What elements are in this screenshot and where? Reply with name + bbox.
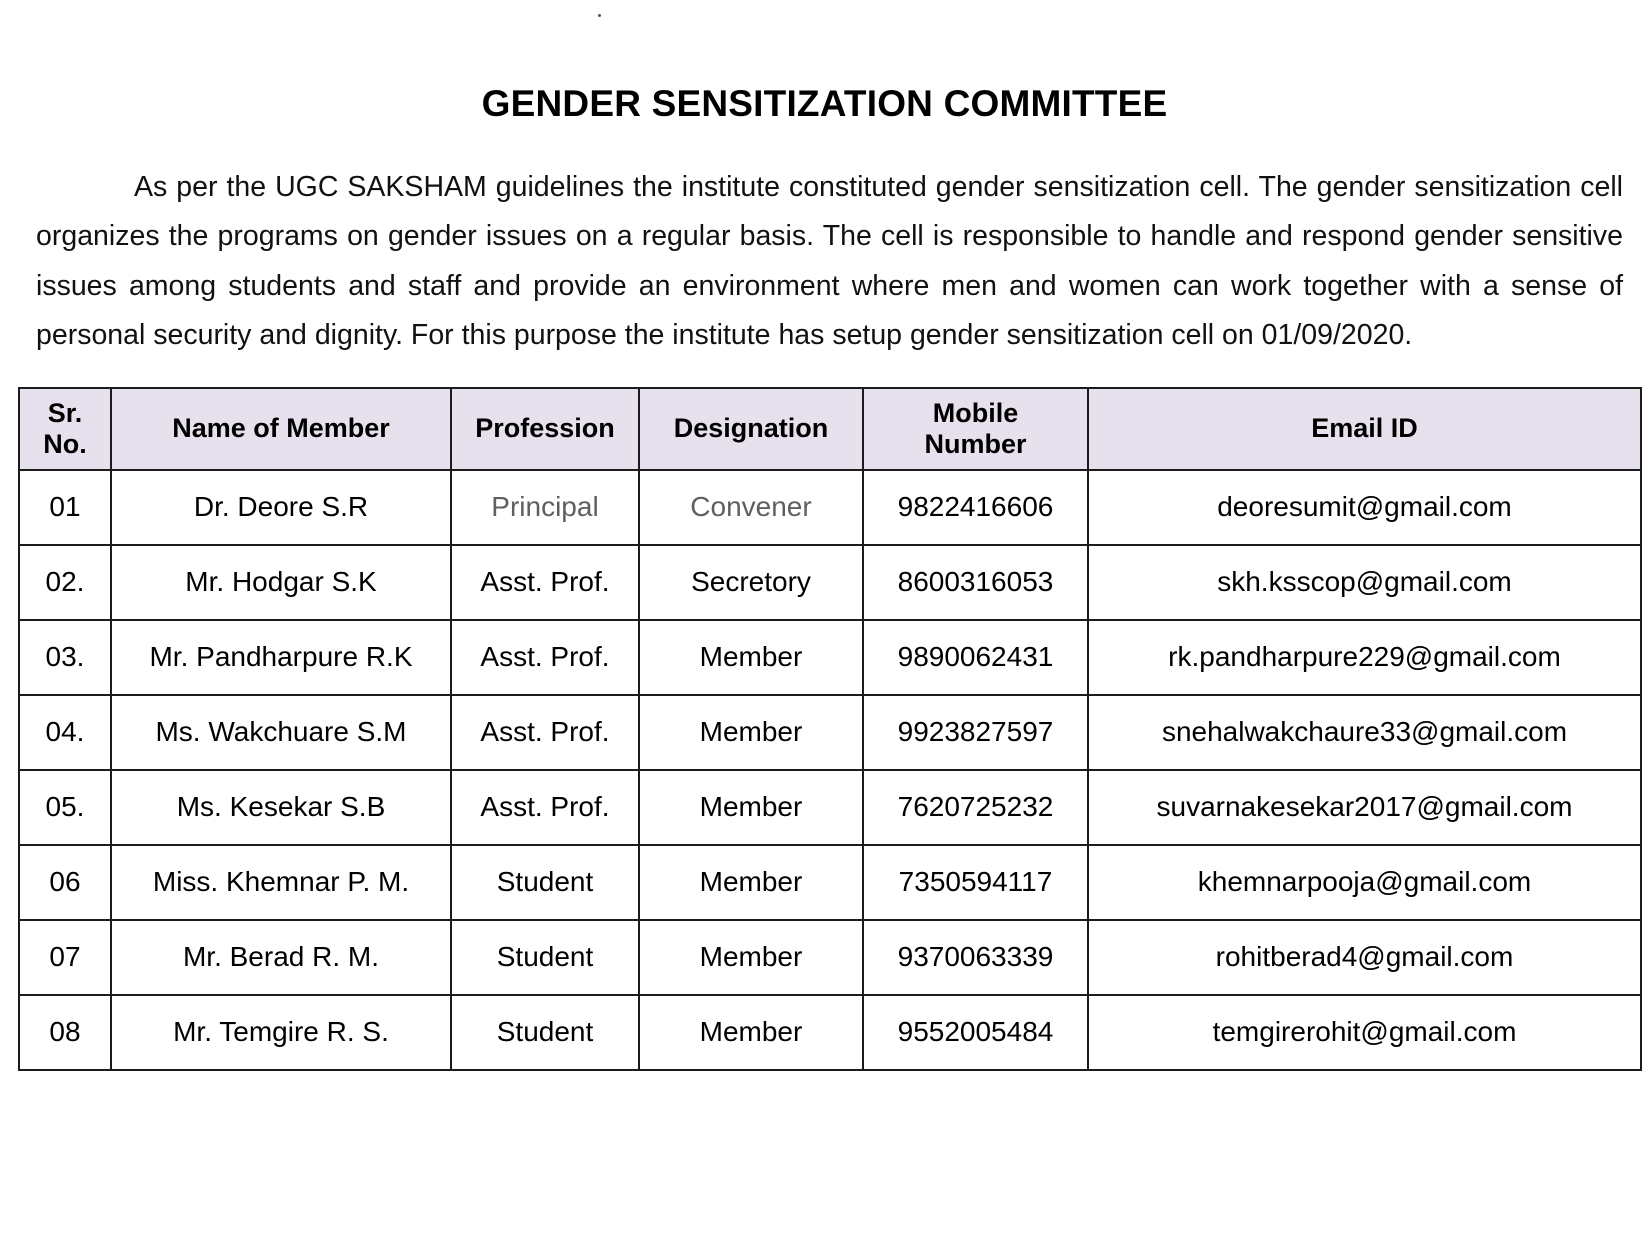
cell-name: Ms. Kesekar S.B [111, 770, 451, 845]
column-header-mobile-line2: Number [924, 429, 1027, 459]
column-header-profession: Profession [451, 388, 639, 470]
cell-profession: Principal [451, 470, 639, 545]
cell-designation: Member [639, 920, 863, 995]
cell-mobile: 9890062431 [863, 620, 1088, 695]
cell-mobile: 9370063339 [863, 920, 1088, 995]
cell-sr-no: 06 [19, 845, 111, 920]
table-header [19, 388, 1641, 470]
cell-email: skh.ksscop@gmail.com [1088, 545, 1641, 620]
page-title: GENDER SENSITIZATION COMMITTEE [481, 83, 1168, 124]
cell-sr-no: 03. [19, 620, 111, 695]
cell-mobile: 9552005484 [863, 995, 1088, 1070]
cell-sr-no: 01 [19, 470, 111, 545]
cell-mobile: 7620725232 [863, 770, 1088, 845]
table-row [19, 695, 1641, 770]
cell-name: Mr. Berad R. M. [111, 920, 451, 995]
table-row [19, 995, 1641, 1070]
cell-sr-no: 08 [19, 995, 111, 1070]
cell-sr-no: 07 [19, 920, 111, 995]
committee-members-table [18, 387, 1642, 1071]
cell-email: suvarnakesekar2017@gmail.com [1088, 770, 1641, 845]
table-header-row [19, 388, 1641, 470]
column-header-name: Name of Member [111, 388, 451, 470]
table-row [19, 770, 1641, 845]
cell-mobile: 7350594117 [863, 845, 1088, 920]
cell-designation: Member [639, 995, 863, 1070]
cell-profession: Student [451, 995, 639, 1070]
scan-artifact-dot [598, 14, 601, 17]
table-row [19, 620, 1641, 695]
cell-profession: Student [451, 845, 639, 920]
intro-paragraph [0, 125, 1649, 361]
cell-name: Mr. Pandharpure R.K [111, 620, 451, 695]
column-header-sr-no [19, 388, 111, 470]
cell-name: Miss. Khemnar P. M. [111, 845, 451, 920]
cell-name: Ms. Wakchuare S.M [111, 695, 451, 770]
cell-profession: Asst. Prof. [451, 695, 639, 770]
cell-designation: Member [639, 695, 863, 770]
table-row [19, 845, 1641, 920]
cell-designation: Member [639, 770, 863, 845]
column-header-email: Email ID [1088, 388, 1641, 470]
cell-sr-no: 05. [19, 770, 111, 845]
cell-name: Mr. Temgire R. S. [111, 995, 451, 1070]
column-header-mobile [863, 388, 1088, 470]
cell-name: Dr. Deore S.R [111, 470, 451, 545]
cell-email: rohitberad4@gmail.com [1088, 920, 1641, 995]
cell-designation: Member [639, 620, 863, 695]
cell-email: snehalwakchaure33@gmail.com [1088, 695, 1641, 770]
cell-sr-no: 04. [19, 695, 111, 770]
cell-profession: Student [451, 920, 639, 995]
cell-profession: Asst. Prof. [451, 620, 639, 695]
cell-profession: Asst. Prof. [451, 770, 639, 845]
column-header-sr-no-line1: Sr. [47, 397, 83, 428]
cell-mobile: 9923827597 [863, 695, 1088, 770]
cell-profession: Asst. Prof. [451, 545, 639, 620]
cell-designation: Secretory [639, 545, 863, 620]
cell-mobile: 9822416606 [863, 470, 1088, 545]
cell-email: temgirerohit@gmail.com [1088, 995, 1641, 1070]
table-body [19, 470, 1641, 1070]
table-row [19, 920, 1641, 995]
cell-name: Mr. Hodgar S.K [111, 545, 451, 620]
cell-email: rk.pandharpure229@gmail.com [1088, 620, 1641, 695]
column-header-mobile-line1: Mobile [932, 397, 1019, 428]
cell-designation: Member [639, 845, 863, 920]
column-header-sr-no-line2: No. [43, 429, 87, 459]
table-row [19, 545, 1641, 620]
cell-sr-no: 02. [19, 545, 111, 620]
intro-paragraph-text: As per the UGC SAKSHAM guidelines the institute constituted gender sensitization cell. The gender sensitization cell organizes the programs on gender issues on a regular basis. The cell is responsible to handle and respond gender sensitive issues among students and staff and provide an environment where men and women can work together with a sense of personal security and dignity. For this purpose the institute has setup gender sensitization cell on 01/09/2020. [36, 170, 1623, 352]
table-row [19, 470, 1641, 545]
cell-designation: Convener [639, 470, 863, 545]
cell-mobile: 8600316053 [863, 545, 1088, 620]
column-header-designation: Designation [639, 388, 863, 470]
cell-email: deoresumit@gmail.com [1088, 470, 1641, 545]
cell-email: khemnarpooja@gmail.com [1088, 845, 1641, 920]
